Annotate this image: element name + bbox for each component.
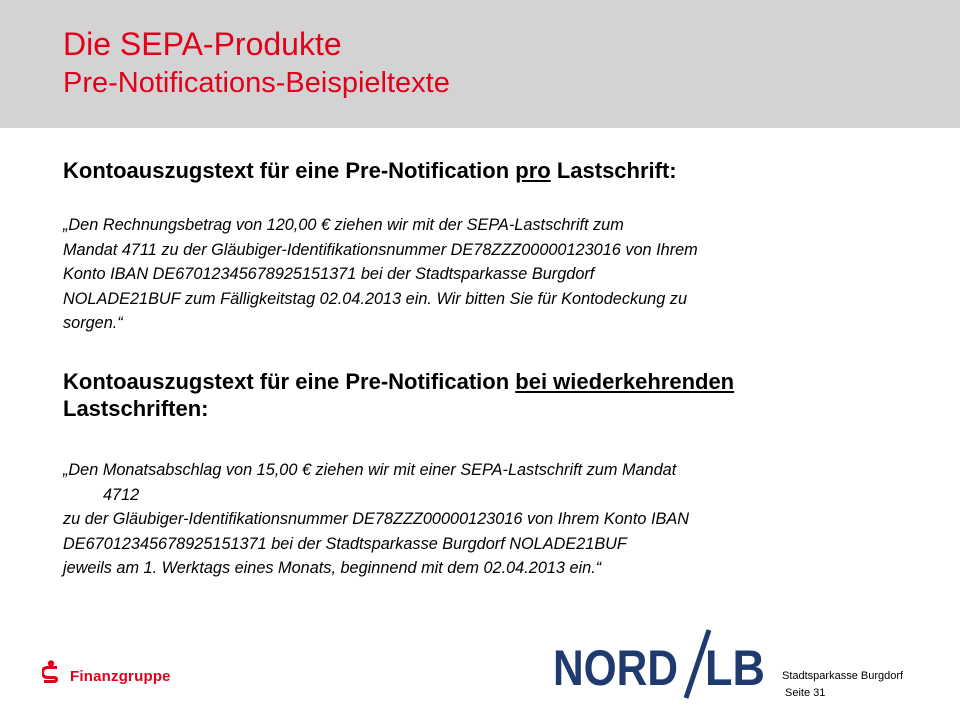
section1-line: „Den Rechnungsbetrag von 120,00 € ziehen wir mit der SEPA-Lastschrift zum: [63, 216, 624, 234]
section1-heading-pre: Kontoauszugstext für eine Pre-Notification: [63, 158, 516, 183]
section1-heading: [63, 157, 923, 184]
footer-page: [782, 687, 825, 699]
nordlb-logo-right: LB: [705, 640, 765, 696]
header-band: [0, 0, 960, 128]
page-title: Die SEPA-Produkte: [63, 26, 342, 62]
section2-heading: [63, 368, 923, 422]
section2-line: „Den Monatsabschlag von 15,00 € ziehen wir mit einer SEPA-Lastschrift zum Mandat: [63, 461, 677, 479]
section2-line: jeweils am 1. Werktags eines Monats, beginnend mit dem 02.04.2013 ein.“: [63, 559, 602, 577]
section2-heading-pre: Kontoauszugstext für eine Pre-Notification: [63, 369, 516, 394]
page-label: Seite: [785, 687, 811, 699]
footer-bank-name: Stadtsparkasse Burgdorf: [782, 670, 904, 682]
nordlb-logo: [553, 628, 765, 700]
section1-line: NOLADE21BUF zum Fälligkeitstag 02.04.2013 ein. Wir bitten Sie für Kontodeckung zu: [63, 289, 687, 308]
sparkasse-s-icon: [42, 660, 60, 686]
section2-line: 4712: [103, 485, 140, 504]
section2-line: DE67012345678925151371 bei der Stadtsparkasse Burgdorf NOLADE21BUF: [63, 534, 627, 553]
section1-example-text: [63, 213, 698, 336]
page-subtitle: Pre-Notifications-Beispieltexte: [63, 67, 450, 99]
section1-line: Konto IBAN DE67012345678925151371 bei der Stadtsparkasse Burgdorf: [63, 265, 595, 283]
section1-heading-underlined: pro: [515, 158, 551, 183]
page-number: 31: [813, 687, 826, 699]
nordlb-logo-left: NORD: [553, 640, 678, 696]
finanzgruppe-text: Finanzgruppe: [70, 668, 171, 685]
section2-example-text: [63, 458, 689, 581]
section2-line: zu der Gläubiger-Identifikationsnummer DE78ZZZ00000123016 von Ihrem Konto IBAN: [63, 510, 689, 528]
section1-line: sorgen.“: [63, 314, 123, 332]
section1-heading-post: Lastschrift:: [550, 158, 677, 183]
section2-heading-underlined: bei wiederkehrenden: [515, 369, 735, 394]
section1-line: Mandat 4711 zu der Gläubiger-Identifikationsnummer DE78ZZZ00000123016 von Ihrem: [63, 240, 698, 259]
section2-heading-line2: Lastschriften:: [63, 396, 209, 421]
